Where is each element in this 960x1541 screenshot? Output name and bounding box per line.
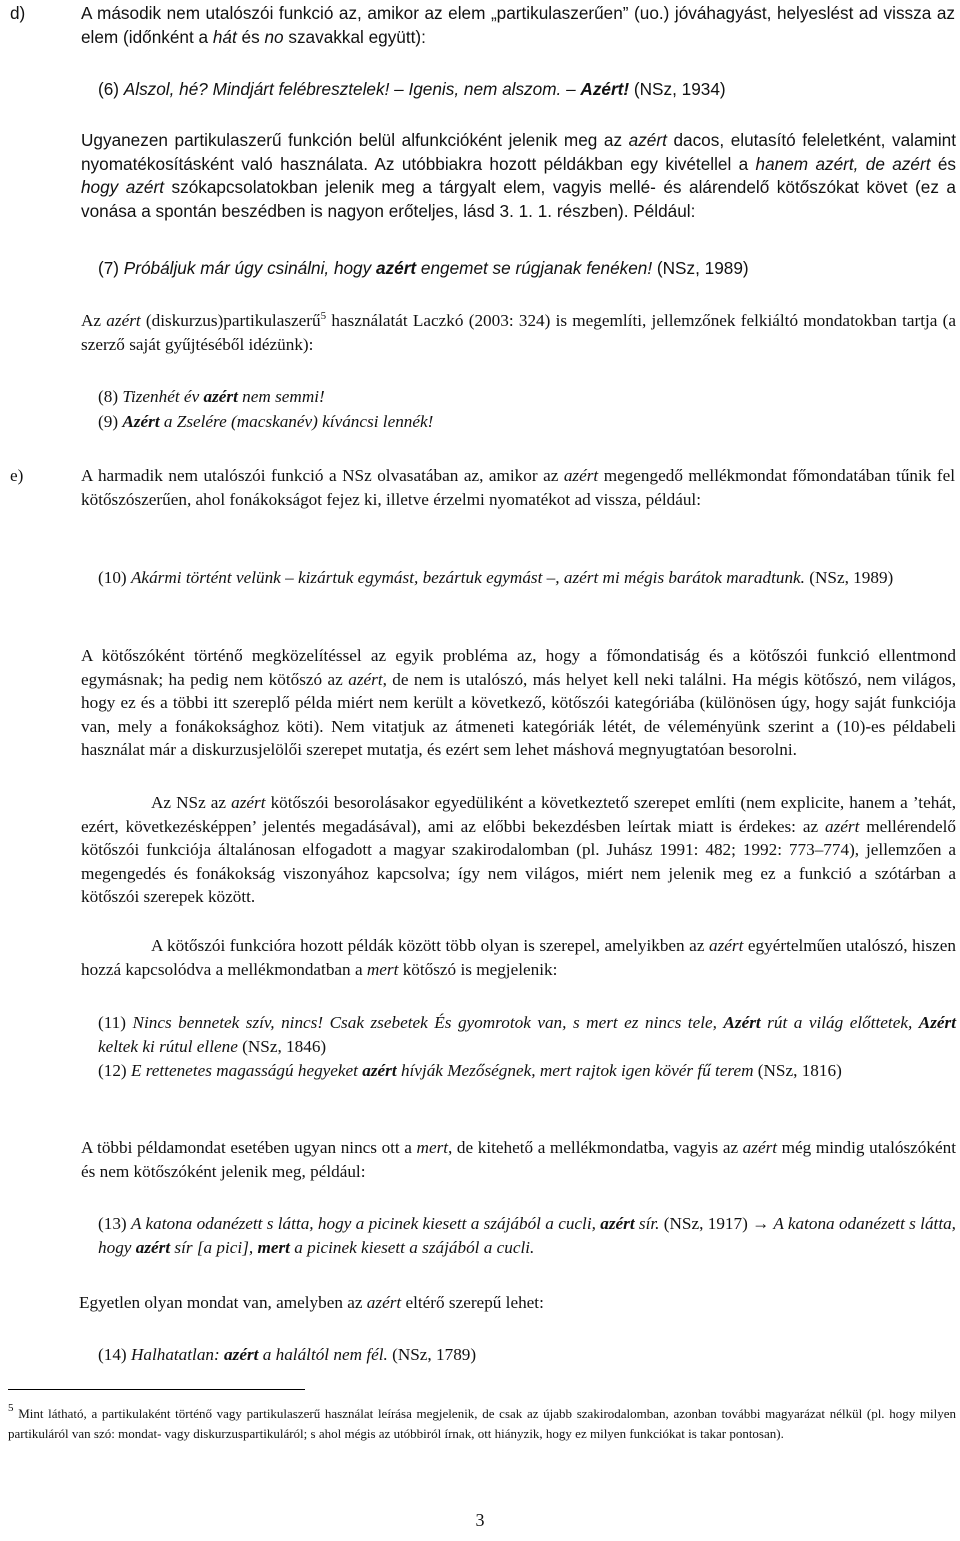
arrow-right-icon: → — [752, 1214, 770, 1233]
section-d-paragraph-2: Ugyanezen partikulaszerű funkción belül alfunkcióként jelenik meg az azért dacos, elutasító feleletként, valamint nyomatékosításként való használata. Az utóbbiakra hozott példákban egy kivétellel a hanem azért, de azért és hogy azért szókapcsolatokban jelenik meg a tárgyalt elem, vagyis mellé- és alárendelő kötőszókat követ (ez a vonása a spontán beszédben is nagyon erőteljes, lásd 3. 1. 1. részben). Például: — [81, 130, 956, 221]
section-d-label: d) — [10, 3, 26, 23]
example-12: (12) E rettenetes magasságú hegyeket azért hívják Mezőségnek, mert rajtok igen kövér fű terem (NSz, 1816) — [98, 1061, 842, 1080]
section-e-paragraph-1: A harmadik nem utalószói funkció a NSz olvasatában az, amikor az azért megengedő mellékmondat főmondatában tűnik fel kötőszószerűen, ahol fonákokságot fejez ki, illetve érzelmi nyomatékot ad vissza, például: — [81, 466, 956, 509]
section-e-paragraph-5: A többi példamondat esetében ugyan nincs ott a mert, de kitehető a mellékmondatba, vagyis az azért még mindig utalószóként és nem kötőszóként jelenik meg, például: — [81, 1138, 956, 1181]
example-8: (8) Tizenhét év azért nem semmi! — [98, 387, 325, 406]
p2-italic-word: azért — [348, 669, 383, 689]
example-7: (7) Próbáljuk már úgy csinálni, hogy azért engemet se rúgjanak fenéken! (NSz, 1989) — [98, 258, 749, 278]
section-e-paragraph-3: Az NSz az azért kötőszói besorolásakor egyedüliként a következtető szerepet említi (nem explicite, hanem a ’tehát, ezért, következésképpen’ jelentés megadásával), ami az előbbi bekezdésben leírtak miatt is érdekes: az azért mellérendelő kötőszói funkciója általánosan elfogadott a magyar szakirodalomban (pl. Juhász 1991: 482; 1992: 773–774), jellemzően a megengedés és fonákokság viszonyához kapcsolva; így nem világos, miért nem jelenik meg ez a funkció a szótárban a kötőszói szerepek között. — [81, 793, 956, 907]
example-9: (9) Azért a Zselére (macskanév) kíváncsi lennék! — [98, 412, 434, 431]
example-10: (10) Akármi történt velünk – kizártuk egymást, bezártuk egymást –, azért mi mégis barátok maradtunk. (NSz, 1989) — [98, 568, 894, 587]
section-e-paragraph-2: A kötőszóként történő megközelítéssel az egyik probléma az, hogy a főmondatiság és a kötőszói funkció ellentmond egymásnak; ha pedig nem kötőszó az azért, de nem is utalószó, más helyet kell neki találni. Ha mégis kötőszó, nem világos, hogy ez és a többi itt szereplő példa miért nem került a következő, kötőszói kategóriába (különösen úgy, hogy saját funkciója van, mely a fonákoksághoz köti). Nem vitatjuk az átmeneti kategóriák létét, de véleményünk szerint a (10)-es példabeli használat már a diskurzusjelölői szerepet mutatja, és ezért sem lehet máshová megnyugtatóan besorolni. — [81, 646, 957, 760]
footnote-ref-5: 5 — [320, 310, 327, 322]
section-d-paragraph-3: Az azért (diskurzus)partikulaszerű$^5$ használatát Laczkó (2003: 324) is megemlíti, jellemzőnek felkiáltó mondatokban tartja (a szerző saját gyűjtéséből idézünk): — [81, 310, 956, 354]
example-11: (11) Nincs bennetek szív, nincs! Csak zsebetek És gyomrotok van, s mert ez nincs tele, Azért rút a világ előttetek, Azért keltek ki rútul ellene (NSz, 1846) — [98, 1013, 957, 1056]
footnote-divider — [8, 1389, 305, 1390]
example-14: (14) Halhatatlan: azért a haláltól nem fél. (NSz, 1789) — [98, 1345, 477, 1364]
example-6: (6) Alszol, hé? Mindjárt felébresztelek! – Igenis, nem alszom. – Azért! (NSz, 1934) — [98, 79, 726, 99]
footnote: $^5$ Mint látható, a partikulaként történő vagy partikulaszerű használat leírása megjelenik, de csak az újabb szakirodalomban, azonban további magyarázat nélkül (pl. hogy milyen partikuláról van szó: mondat- vagy diskurzuspartikuláról; s ahol mégis az utóbbiról írnak, ott hiányzik, hogy ez milyen funkciókat is takar pontosan). — [8, 1402, 957, 1441]
footnote-mark: 5 — [8, 1402, 14, 1414]
section-d — [10, 2, 955, 49]
section-e-paragraph-6: Egyetlen olyan mondat van, amelyben az azért eltérő szerepű lehet: — [79, 1293, 544, 1312]
page-number: 3 — [475, 1510, 485, 1530]
section-e-paragraph-4: A kötőszói funkcióra hozott példák között több olyan is szerepel, amelyikben az azért egyértelműen utalószó, hiszen hozzá kapcsolódva a mellékmondatban a mert kötőszó is megjelenik: — [81, 936, 956, 979]
section-e — [10, 464, 955, 511]
section-e-label: e) — [10, 466, 24, 485]
section-d-paragraph-1: A második nem utalószói funkció az, amikor az elem „partikulaszerűen” (uo.) jóváhagyást, helyeslést ad vissza az elem (időnként a hát és no szavakkal együtt): — [81, 3, 955, 47]
example-13: (13) A katona odanézett s látta, hogy a picinek kiesett a szájából a cucli, azért sír. (NSz, 1917) → A katona odanézett s látta, hogy azért sír [a pici], mert a picinek kiesett a szájából a cucli. — [98, 1214, 956, 1257]
